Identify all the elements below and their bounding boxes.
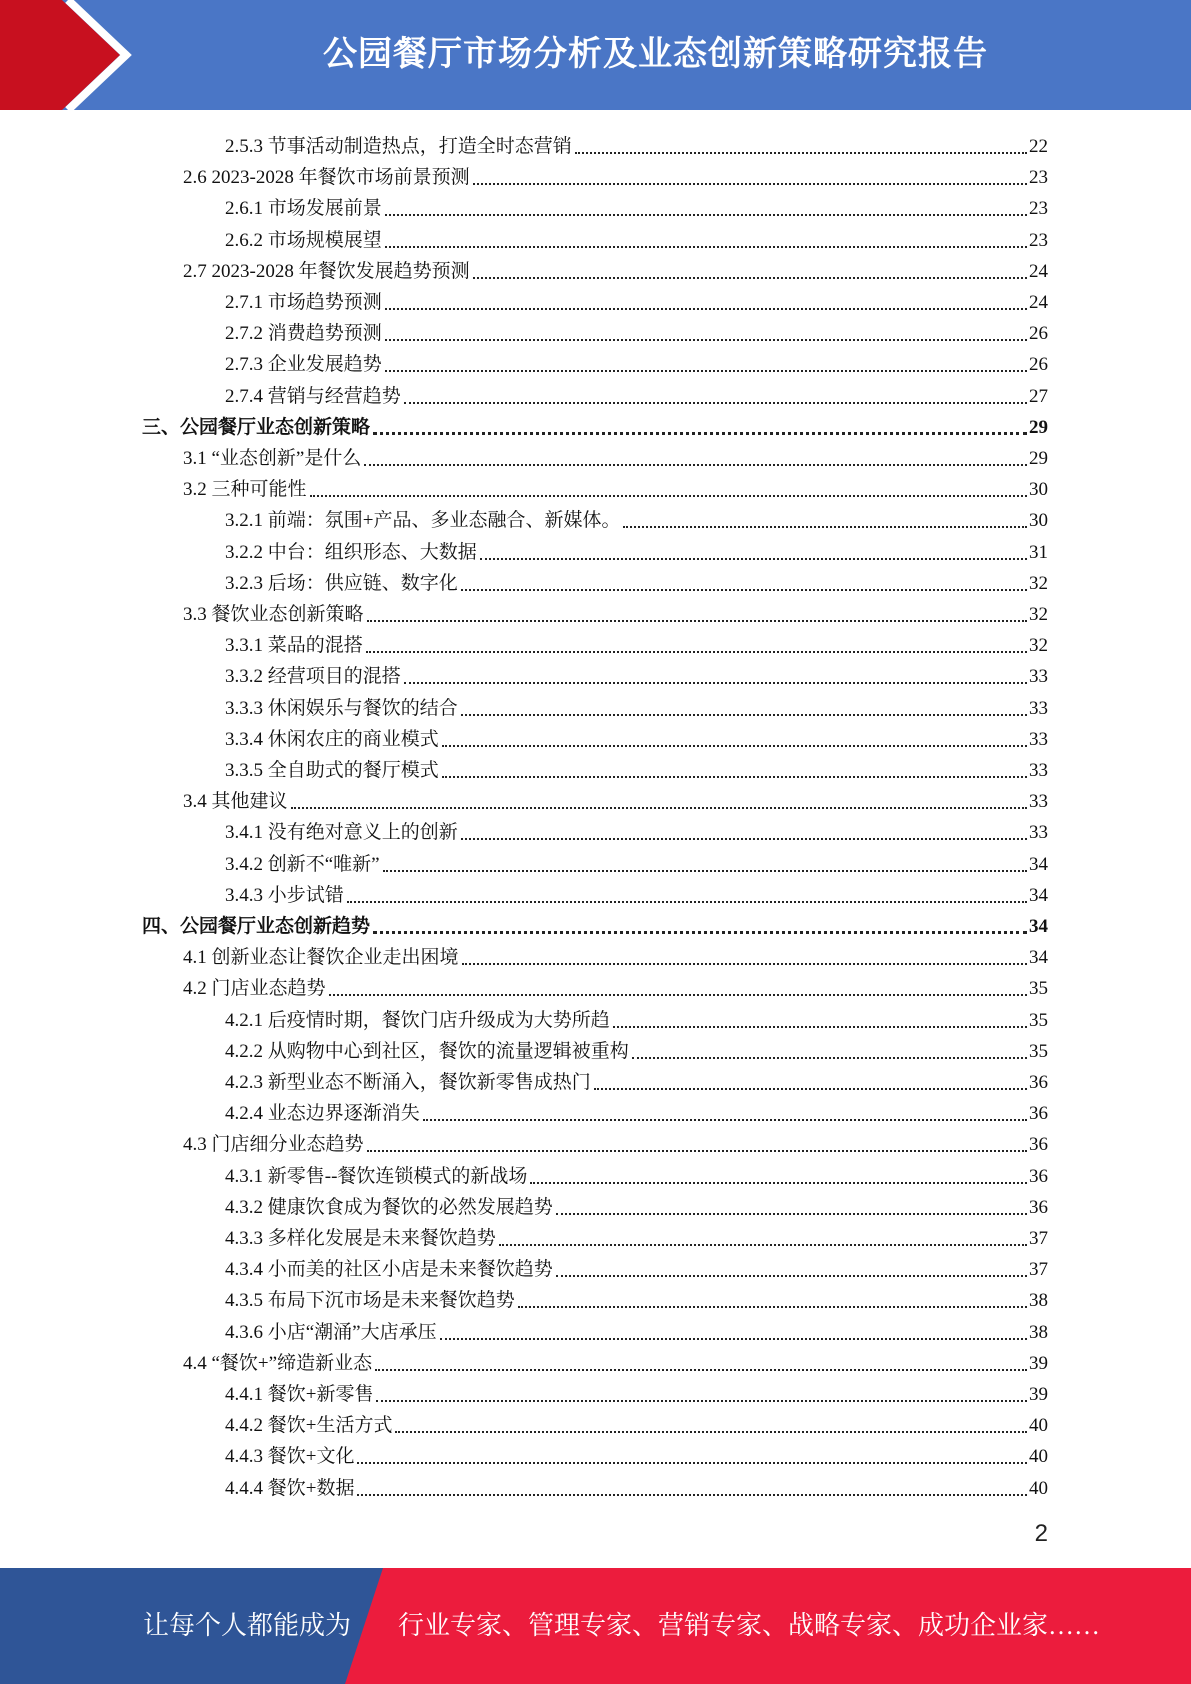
- toc-entry-label: 2.6 2023-2028 年餐饮市场前景预测: [183, 167, 470, 189]
- toc-entry-label: 4.2.3 新型业态不断涌入，餐饮新零售成热门: [225, 1072, 591, 1093]
- toc-dot-leader: [480, 558, 1027, 560]
- toc-entry-label: 3.4 其他建议: [183, 791, 288, 813]
- toc-entry-page: 39: [1029, 1384, 1048, 1405]
- toc-dot-leader: [442, 776, 1027, 778]
- toc-entry-page: 35: [1029, 1009, 1048, 1031]
- toc-dot-leader: [613, 1026, 1027, 1028]
- toc-entry-page: 37: [1029, 1259, 1048, 1281]
- toc-entry-page: 35: [1029, 1040, 1048, 1062]
- toc-entry[interactable]: [142, 409, 1048, 440]
- toc-entry[interactable]: [225, 627, 1048, 658]
- toc-entry-page: 30: [1029, 510, 1048, 532]
- toc-entry[interactable]: [225, 846, 1048, 877]
- toc-dot-leader: [310, 495, 1027, 497]
- toc-entry-page: 37: [1029, 1228, 1048, 1249]
- toc-entry[interactable]: [225, 658, 1048, 689]
- toc-entry-label: 4.2.4 业态边界逐渐消失: [225, 1103, 420, 1125]
- toc-dot-leader: [499, 1244, 1027, 1246]
- toc-entry[interactable]: [183, 1126, 1048, 1157]
- toc-entry[interactable]: [183, 471, 1048, 502]
- toc-entry[interactable]: [142, 908, 1048, 939]
- toc-entry-label: 4.2.1 后疫情时期，餐饮门店升级成为大势所趋: [225, 1009, 610, 1031]
- toc-dot-leader: [440, 1338, 1027, 1340]
- toc-entry-label: 2.7.2 消费趋势预测: [225, 323, 382, 345]
- toc-entry-label: 3.2 三种可能性: [183, 479, 307, 501]
- toc-entry-page: 22: [1029, 136, 1048, 157]
- toc-dot-leader: [462, 963, 1027, 965]
- toc-entry-label: 3.4.2 创新不“唯新”: [225, 853, 380, 875]
- toc-entry-label: 4.4.3 餐饮+文化: [225, 1446, 355, 1468]
- toc-entry-label: 3.4.3 小步试错: [225, 884, 344, 906]
- toc-entry-label: 3.4.1 没有绝对意义上的创新: [225, 822, 458, 844]
- toc-dot-leader: [367, 620, 1027, 622]
- toc-entry[interactable]: [225, 128, 1048, 159]
- toc-entry-label: 2.7.3 企业发展趋势: [225, 354, 382, 376]
- toc-dot-leader: [383, 870, 1027, 872]
- toc-entry-page: 33: [1029, 791, 1048, 813]
- toc-entry-page: 40: [1029, 1477, 1048, 1499]
- toc-entry-page: 33: [1029, 666, 1048, 688]
- toc-entry-page: 39: [1029, 1352, 1048, 1374]
- toc-entry-label: 4.3.5 布局下沉市场是未来餐饮趋势: [225, 1290, 515, 1312]
- toc-entry[interactable]: [225, 1314, 1048, 1345]
- toc-dot-leader: [423, 1119, 1027, 1121]
- toc-entry-label: 4.4.2 餐饮+生活方式: [225, 1415, 393, 1437]
- toc-entry[interactable]: [225, 502, 1048, 533]
- toc-dot-leader: [594, 1088, 1027, 1090]
- toc-entry-label: 2.7.1 市场趋势预测: [225, 292, 382, 313]
- toc-entry-page: 32: [1029, 572, 1048, 594]
- toc-entry-page: 38: [1029, 1290, 1048, 1312]
- toc-entry-page: 29: [1029, 448, 1048, 469]
- toc-entry-page: 33: [1029, 822, 1048, 844]
- toc-entry-page: 26: [1029, 323, 1048, 345]
- toc-entry-label: 4.2 门店业态趋势: [183, 978, 326, 1000]
- toc-entry-page: 38: [1029, 1321, 1048, 1343]
- toc-entry[interactable]: [225, 1189, 1048, 1220]
- toc-entry[interactable]: [225, 534, 1048, 565]
- toc-dot-leader: [367, 1150, 1027, 1152]
- header-arrow-icon: [0, 0, 160, 110]
- toc-entry-label: 2.6.2 市场规模展望: [225, 229, 382, 251]
- toc-dot-leader: [530, 1182, 1027, 1184]
- toc-entry-page: 23: [1029, 167, 1048, 189]
- toc-entry-page: 36: [1029, 1196, 1048, 1218]
- toc-entry-page: 33: [1029, 760, 1048, 781]
- toc-dot-leader: [373, 432, 1027, 435]
- toc-entry-page: 24: [1029, 260, 1048, 282]
- toc-dot-leader: [623, 526, 1027, 528]
- toc-entry[interactable]: [225, 1033, 1048, 1064]
- toc-entry[interactable]: [225, 690, 1048, 721]
- toc-entry[interactable]: [225, 315, 1048, 346]
- toc-dot-leader: [291, 807, 1027, 809]
- toc-entry-page: 32: [1029, 635, 1048, 657]
- toc-entry-page: 40: [1029, 1415, 1048, 1437]
- toc-dot-leader: [404, 682, 1027, 684]
- toc-dot-leader: [556, 1275, 1027, 1277]
- toc-entry-label: 4.3.6 小店“潮涌”大店承压: [225, 1321, 437, 1343]
- toc-dot-leader: [461, 589, 1027, 591]
- toc-entry[interactable]: [225, 1095, 1048, 1126]
- toc-entry[interactable]: [225, 1064, 1048, 1095]
- toc-dot-leader: [556, 1213, 1027, 1215]
- toc-entry-page: 40: [1029, 1446, 1048, 1468]
- page-header: [0, 0, 1191, 110]
- toc-entry-page: 23: [1029, 198, 1048, 220]
- toc-entry[interactable]: [225, 1376, 1048, 1407]
- toc-entry-page: 31: [1029, 541, 1048, 563]
- toc-entry-label: 2.6.1 市场发展前景: [225, 198, 382, 220]
- toc-entry[interactable]: [225, 190, 1048, 221]
- toc-entry[interactable]: [225, 1251, 1048, 1282]
- toc-entry[interactable]: [225, 565, 1048, 596]
- toc-entry-label: 3.2.2 中台：组织形态、大数据: [225, 541, 477, 563]
- toc-dot-leader: [329, 994, 1027, 996]
- toc-entry-label: 4.3.4 小而美的社区小店是未来餐饮趋势: [225, 1259, 553, 1281]
- toc-entry-label: 4.4 “餐饮+”缔造新业态: [183, 1352, 373, 1374]
- toc-dot-leader: [357, 1462, 1027, 1464]
- toc-dot-leader: [347, 901, 1027, 903]
- toc-entry[interactable]: [225, 222, 1048, 253]
- toc-entry-page: 33: [1029, 728, 1048, 750]
- toc-dot-leader: [385, 214, 1027, 216]
- toc-entry-page: 34: [1029, 884, 1048, 906]
- toc-entry-page: 29: [1029, 416, 1048, 438]
- toc-entry-label: 4.3.1 新零售--餐饮连锁模式的新战场: [225, 1165, 528, 1187]
- page-footer: [0, 1568, 1191, 1684]
- toc-entry[interactable]: [225, 752, 1048, 783]
- toc-entry-page: 34: [1029, 916, 1048, 937]
- toc-dot-leader: [575, 152, 1027, 154]
- toc-entry-page: 33: [1029, 697, 1048, 719]
- toc-entry-label: 3.2.1 前端：氛围+产品、多业态融合、新媒体。: [225, 510, 621, 532]
- toc-entry[interactable]: [225, 814, 1048, 845]
- toc-entry[interactable]: [183, 783, 1048, 814]
- toc-entry[interactable]: [225, 1220, 1048, 1251]
- toc-dot-leader: [442, 745, 1027, 747]
- toc-entry-page: 30: [1029, 479, 1048, 501]
- toc-dot-leader: [461, 714, 1027, 716]
- toc-dot-leader: [473, 277, 1027, 279]
- toc-dot-leader: [385, 246, 1027, 248]
- footer-slogan-right: 行业专家、管理专家、营销专家、战略专家、成功企业家……: [398, 1611, 1101, 1640]
- toc-entry-label: 4.2.2 从购物中心到社区，餐饮的流量逻辑被重构: [225, 1040, 629, 1062]
- toc-entry-page: 24: [1029, 292, 1048, 313]
- toc-entry-label: 3.3.3 休闲娱乐与餐饮的结合: [225, 697, 458, 719]
- toc-entry[interactable]: [183, 440, 1048, 471]
- toc-dot-leader: [632, 1057, 1027, 1059]
- toc-entry[interactable]: [225, 346, 1048, 377]
- toc-entry-label: 3.3.4 休闲农庄的商业模式: [225, 728, 439, 750]
- toc-entry[interactable]: [225, 378, 1048, 409]
- report-title: 公园餐厅市场分析及业态创新策略研究报告: [323, 34, 988, 74]
- toc-dot-leader: [385, 308, 1027, 310]
- toc-entry[interactable]: [225, 1002, 1048, 1033]
- toc-entry[interactable]: [225, 1407, 1048, 1438]
- toc-entry[interactable]: [225, 877, 1048, 908]
- toc-entry-page: 34: [1029, 853, 1048, 875]
- toc-entry[interactable]: [183, 939, 1048, 970]
- toc-entry-label: 4.4.1 餐饮+新零售: [225, 1384, 374, 1405]
- toc-entry-label: 2.5.3 节事活动制造热点，打造全时态营销: [225, 136, 572, 157]
- toc-entry-label: 三、公园餐厅业态创新策略: [142, 416, 371, 438]
- toc-entry[interactable]: [225, 284, 1048, 315]
- toc-entry-page: 23: [1029, 229, 1048, 251]
- toc-entry-page: 36: [1029, 1165, 1048, 1187]
- toc-entry-page: 34: [1029, 947, 1048, 969]
- toc-dot-leader: [461, 838, 1027, 840]
- toc-entry-label: 3.1 “业态创新”是什么: [183, 448, 362, 469]
- toc-entry-page: 27: [1029, 385, 1048, 407]
- toc-entry-label: 2.7 2023-2028 年餐饮发展趋势预测: [183, 260, 470, 282]
- toc-entry-label: 4.3.3 多样化发展是未来餐饮趋势: [225, 1228, 496, 1249]
- toc-entry-label: 3.3.2 经营项目的混搭: [225, 666, 401, 688]
- toc-dot-leader: [376, 1400, 1027, 1402]
- toc-entry-label: 3.3.5 全自助式的餐厅模式: [225, 760, 439, 781]
- toc-entry[interactable]: [225, 1438, 1048, 1469]
- toc-entry-page: 35: [1029, 978, 1048, 1000]
- toc-entry[interactable]: [225, 721, 1048, 752]
- toc-dot-leader: [385, 370, 1027, 372]
- toc-dot-leader: [395, 1431, 1027, 1433]
- toc-entry-label: 4.4.4 餐饮+数据: [225, 1477, 355, 1499]
- toc-dot-leader: [375, 1369, 1027, 1371]
- toc-entry[interactable]: [183, 596, 1048, 627]
- toc-dot-leader: [364, 464, 1027, 466]
- toc-entry-page: 26: [1029, 354, 1048, 376]
- toc-entry[interactable]: [225, 1282, 1048, 1313]
- toc-dot-leader: [385, 339, 1027, 341]
- toc-entry-label: 3.3 餐饮业态创新策略: [183, 604, 364, 625]
- toc-entry-page: 36: [1029, 1072, 1048, 1093]
- toc-entry[interactable]: [183, 159, 1048, 190]
- toc-entry-label: 3.3.1 菜品的混搭: [225, 635, 363, 657]
- toc-entry-page: 36: [1029, 1103, 1048, 1125]
- toc-entry-page: 32: [1029, 604, 1048, 625]
- toc-entry[interactable]: [225, 1158, 1048, 1189]
- toc-dot-leader: [373, 931, 1027, 934]
- toc-entry-label: 4.1 创新业态让餐饮企业走出困境: [183, 947, 459, 969]
- toc-dot-leader: [473, 183, 1027, 185]
- footer-slogan-left: 让每个人都能成为: [143, 1611, 352, 1640]
- toc-entry-label: 四、公园餐厅业态创新趋势: [142, 916, 371, 937]
- toc-entry[interactable]: [183, 1345, 1048, 1376]
- toc-entry-label: 4.3 门店细分业态趋势: [183, 1134, 364, 1156]
- toc-entry[interactable]: [183, 253, 1048, 284]
- toc-entry[interactable]: [225, 1470, 1048, 1501]
- toc-entry-page: 36: [1029, 1134, 1048, 1156]
- toc-entry-label: 4.3.2 健康饮食成为餐饮的必然发展趋势: [225, 1196, 553, 1218]
- toc-entry[interactable]: [183, 970, 1048, 1001]
- page-number: 2: [1034, 1520, 1048, 1547]
- toc-dot-leader: [518, 1306, 1027, 1308]
- toc-dot-leader: [404, 402, 1027, 404]
- toc-entry-label: 3.2.3 后场：供应链、数字化: [225, 572, 458, 594]
- toc-dot-leader: [366, 651, 1027, 653]
- toc-dot-leader: [357, 1494, 1027, 1496]
- toc-entry-label: 2.7.4 营销与经营趋势: [225, 385, 401, 407]
